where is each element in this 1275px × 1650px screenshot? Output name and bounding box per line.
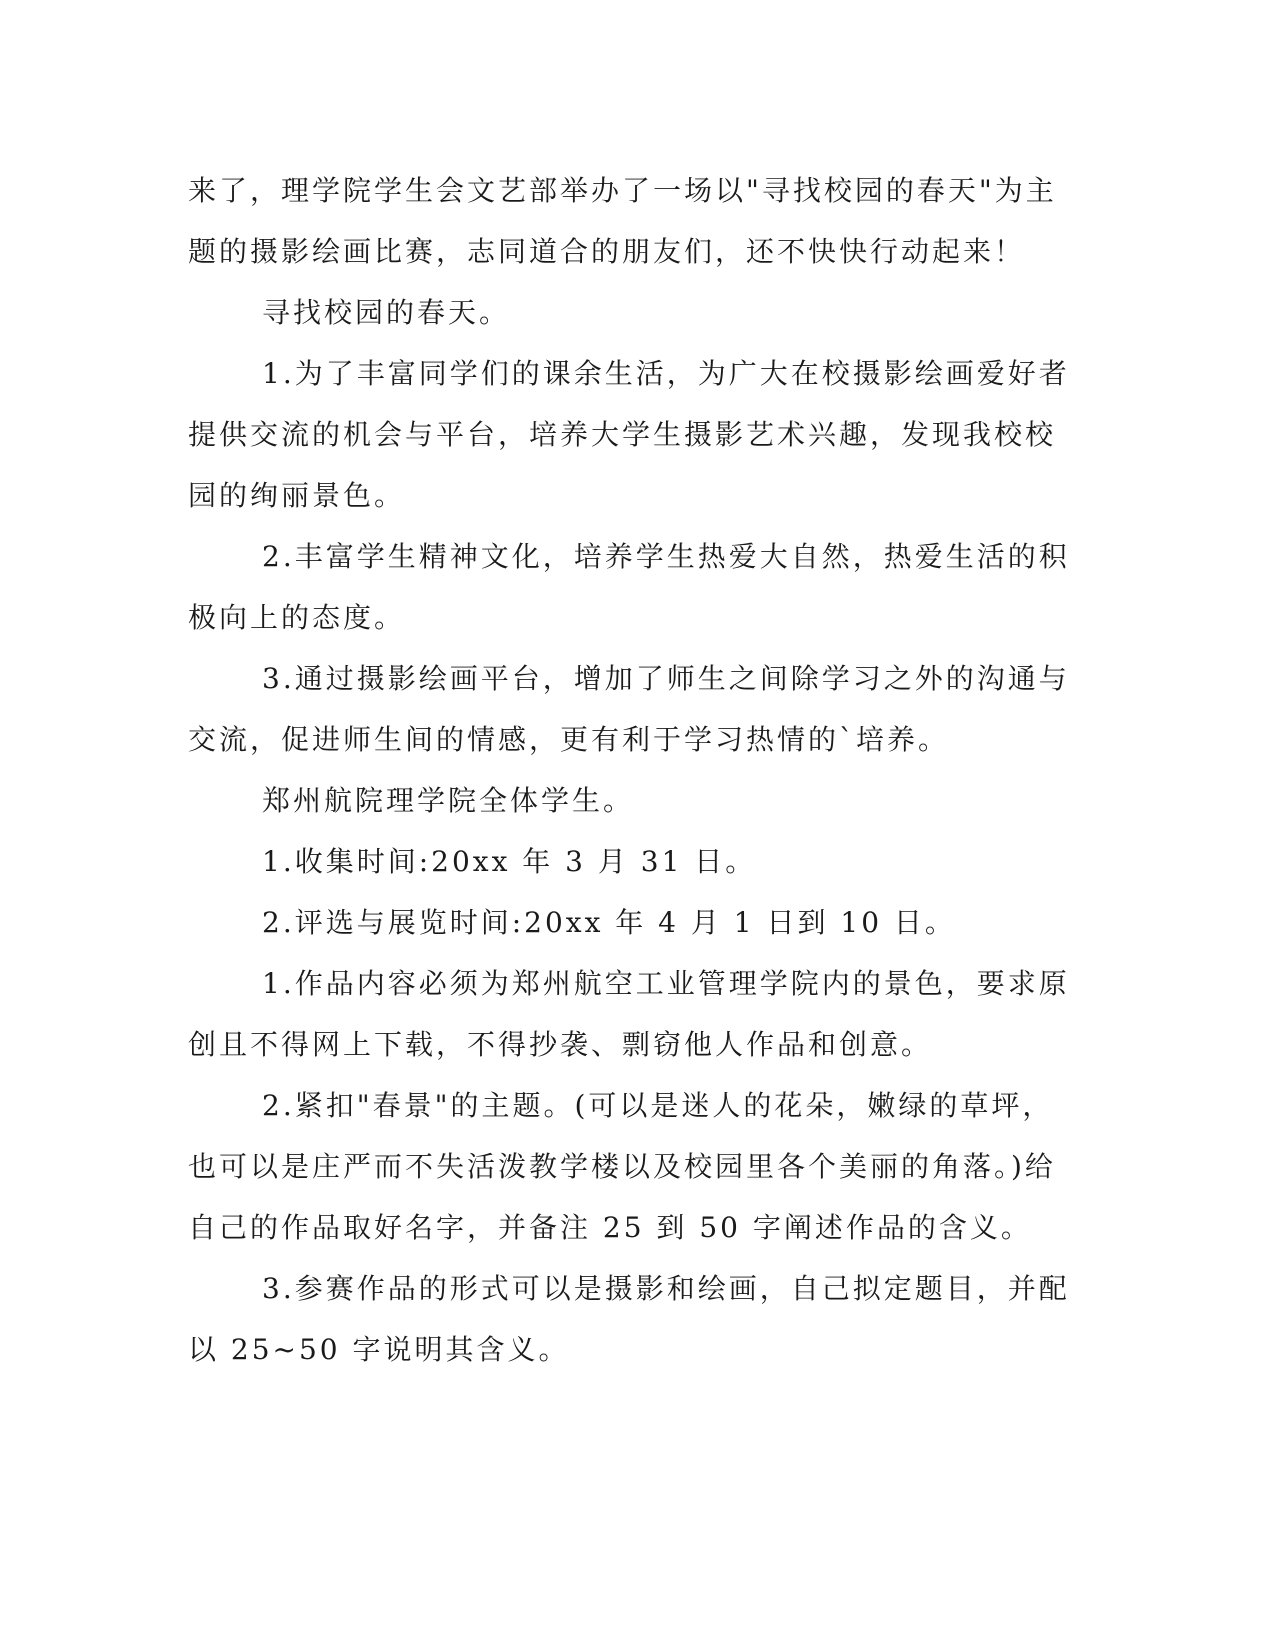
paragraph-schedule-1: 1.收集时间:20xx 年 3 月 31 日。 [262,845,757,878]
paragraph-theme: 寻找校园的春天。 [262,296,511,329]
paragraph-schedule-2: 2.评选与展览时间:20xx 年 4 月 1 日到 10 日。 [262,906,956,939]
paragraph-intro: 来了，理学院学生会文艺部举办了一场以"寻找校园的春天"为主题的摄影绘画比赛，志同道合的朋友们，还不快快行动起来！ [188,174,1057,268]
paragraph-purpose-3: 3.通过摄影绘画平台，增加了师生之间除学习之外的沟通与交流，促进师生间的情感，更有利于学习热情的`培养。 [188,662,1070,756]
paragraph-requirement-2: 2.紧扣"春景"的主题。(可以是迷人的花朵，嫩绿的草坪，也可以是庄严而不失活泼教学楼以及校园里各个美丽的角落。)给自己的作品取好名字，并备注 25 到 50 字阐述作品的含义。 [188,1089,1056,1244]
paragraph-requirement-1: 1.作品内容必须为郑州航空工业管理学院内的景色，要求原创且不得网上下载，不得抄袭、剽窃他人作品和创意。 [188,967,1070,1061]
paragraph-purpose-1: 1.为了丰富同学们的课余生活，为广大在校摄影绘画爱好者提供交流的机会与平台，培养大学生摄影艺术兴趣，发现我校校园的绚丽景色。 [188,357,1070,512]
document-body [188,160,1080,1380]
paragraph-participants: 郑州航院理学院全体学生。 [262,784,635,817]
paragraph-requirement-3: 3.参赛作品的形式可以是摄影和绘画，自己拟定题目，并配以 25~50 字说明其含义。 [188,1272,1070,1366]
paragraph-purpose-2: 2.丰富学生精神文化，培养学生热爱大自然，热爱生活的积极向上的态度。 [188,540,1070,634]
